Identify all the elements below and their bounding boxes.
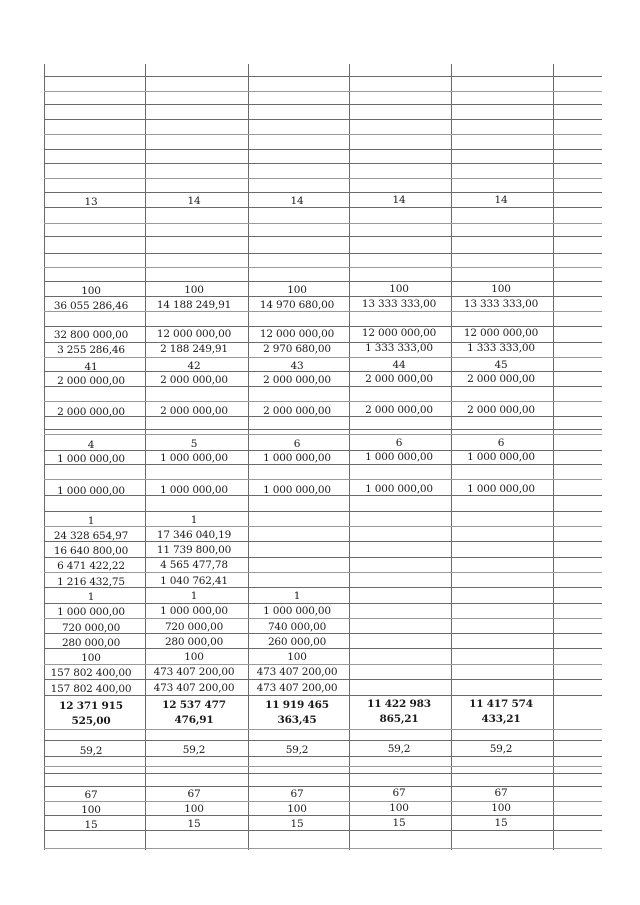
table-cell: 100	[287, 803, 307, 815]
table-cell: 13 333 333,00	[361, 298, 437, 310]
table-cell: 17 346 040,19	[156, 529, 232, 541]
table-cell: 36 055 286,46	[53, 300, 129, 312]
row-divider	[44, 434, 602, 435]
table-cell: 2 000 000,00	[160, 405, 228, 417]
row-divider	[44, 149, 602, 150]
table-cell: 2 000 000,00	[57, 406, 125, 418]
table-cell: 1	[293, 590, 301, 602]
table-cell: 473 407 200,00	[153, 666, 235, 678]
table-cell: 280 000,00	[164, 636, 224, 648]
table-cell: 720 000,00	[61, 622, 121, 634]
table-cell: 4 565 477,78	[160, 559, 228, 571]
table-cell: 2 000 000,00	[467, 373, 535, 385]
table-cell-bold: 476,91	[174, 714, 214, 726]
table-cell: 473 407 200,00	[153, 682, 235, 694]
table-cell: 2 000 000,00	[57, 375, 125, 387]
table-cell: 100	[287, 651, 307, 663]
table-cell: 1 216 432,75	[57, 576, 125, 588]
table-cell: 6	[395, 437, 403, 449]
row-divider	[44, 192, 602, 193]
table-cell: 1 000 000,00	[160, 605, 228, 617]
table-cell: 1 000 000,00	[365, 483, 433, 495]
row-divider	[44, 618, 602, 619]
row-divider	[44, 91, 602, 92]
table-cell: 157 802 400,00	[50, 683, 132, 695]
table-cell: 100	[81, 652, 101, 664]
table-cell: 12 000 000,00	[259, 328, 335, 340]
row-divider	[44, 104, 602, 105]
table-cell: 59,2	[182, 744, 206, 756]
row-divider	[44, 119, 602, 120]
table-cell: 13 333 333,00	[463, 298, 539, 310]
table-cell: 1 000 000,00	[263, 605, 331, 617]
row-divider	[44, 511, 602, 512]
table-cell-bold: 11 417 574	[469, 698, 533, 710]
table-cell: 1 333 333,00	[365, 342, 433, 354]
row-divider	[44, 429, 602, 430]
table-cell: 280 000,00	[61, 637, 121, 649]
table-cell: 67	[494, 787, 508, 799]
row-divider	[44, 695, 602, 696]
table-cell: 14	[187, 195, 201, 207]
table-cell: 100	[81, 285, 101, 297]
row-divider	[44, 223, 602, 224]
table-cell: 41	[84, 361, 98, 373]
row-divider	[44, 603, 602, 604]
row-divider	[44, 679, 602, 680]
table-cell: 12 000 000,00	[361, 327, 437, 339]
table-cell: 1	[190, 514, 198, 526]
table-cell: 2 000 000,00	[467, 404, 535, 416]
table-cell: 2 970 680,00	[263, 343, 331, 355]
table-cell: 720 000,00	[164, 621, 224, 633]
table-cell: 473 407 200,00	[256, 666, 338, 678]
table-cell: 13	[84, 196, 98, 208]
row-divider	[44, 253, 602, 254]
table-cell: 1 000 000,00	[263, 452, 331, 464]
table-cell-bold: 525,00	[71, 715, 111, 727]
table-cell: 59,2	[285, 744, 309, 756]
table-cell: 2 000 000,00	[160, 374, 228, 386]
table-cell: 1 000 000,00	[263, 484, 331, 496]
table-cell: 1	[87, 515, 95, 527]
table-cell: 12 000 000,00	[463, 327, 539, 339]
table-cell: 16 640 800,00	[53, 545, 129, 557]
table-cell: 42	[187, 360, 201, 372]
table-cell: 14 970 680,00	[259, 299, 335, 311]
table-cell: 6	[497, 437, 505, 449]
table-cell: 12 000 000,00	[156, 328, 232, 340]
table-cell: 1 000 000,00	[57, 606, 125, 618]
table-cell: 100	[184, 284, 204, 296]
table-cell: 32 800 000,00	[53, 329, 129, 341]
table-cell: 1 000 000,00	[57, 453, 125, 465]
table-cell: 100	[389, 283, 409, 295]
table-cell: 157 802 400,00	[50, 667, 132, 679]
table-cell: 14	[392, 194, 406, 206]
table-cell: 67	[84, 789, 98, 801]
table-cell: 2 188 249,91	[160, 343, 228, 355]
table-cell: 5	[190, 438, 198, 450]
table-cell-bold: 12 537 477	[162, 699, 226, 711]
table-cell: 3 255 286,46	[57, 344, 125, 356]
table-cell: 2 000 000,00	[365, 404, 433, 416]
row-divider	[44, 740, 602, 741]
table-cell: 14	[494, 194, 508, 206]
table-cell: 1 000 000,00	[467, 451, 535, 463]
table-cell: 6 471 422,22	[57, 560, 125, 572]
table-cell: 67	[187, 788, 201, 800]
table-cell: 14	[290, 195, 304, 207]
table-cell: 100	[389, 802, 409, 814]
table-cell: 1 000 000,00	[160, 484, 228, 496]
table-cell: 59,2	[489, 743, 513, 755]
table-cell-bold: 433,21	[481, 713, 521, 725]
row-divider	[44, 76, 602, 77]
table-cell: 1 000 000,00	[467, 483, 535, 495]
table-cell: 1 040 762,41	[160, 575, 228, 587]
table-cell: 4	[87, 439, 95, 451]
row-divider	[44, 236, 602, 237]
table-cell: 260 000,00	[267, 636, 327, 648]
table-cell: 15	[84, 819, 98, 831]
table-cell: 1	[87, 591, 95, 603]
row-divider	[44, 163, 602, 164]
row-divider	[44, 773, 602, 774]
table-cell: 15	[290, 818, 304, 830]
table-cell: 24 328 654,97	[53, 530, 129, 542]
table-cell: 2 000 000,00	[263, 405, 331, 417]
row-divider	[44, 664, 602, 665]
table-cell: 59,2	[387, 743, 411, 755]
table-cell: 43	[290, 360, 304, 372]
row-divider	[44, 557, 602, 558]
table-cell-bold: 12 371 915	[59, 700, 123, 712]
table-cell-bold: 865,21	[379, 713, 419, 725]
table-cell: 59,2	[79, 745, 103, 757]
row-divider	[44, 479, 602, 480]
table-cell: 473 407 200,00	[256, 682, 338, 694]
row-divider	[44, 267, 602, 268]
table-cell: 100	[287, 284, 307, 296]
table-cell: 1 000 000,00	[160, 452, 228, 464]
table-cell: 15	[187, 818, 201, 830]
table-cell: 1 000 000,00	[57, 485, 125, 497]
table-cell: 1 000 000,00	[365, 451, 433, 463]
row-divider	[44, 281, 602, 282]
table-cell: 14 188 249,91	[156, 299, 232, 311]
row-divider	[44, 357, 602, 358]
row-divider	[44, 134, 602, 135]
table-cell: 100	[491, 283, 511, 295]
table-cell: 100	[81, 804, 101, 816]
table-cell: 67	[290, 788, 304, 800]
table-cell: 6	[293, 438, 301, 450]
row-divider	[44, 401, 602, 402]
row-divider	[44, 848, 602, 849]
table-cell: 100	[184, 803, 204, 815]
row-divider	[44, 178, 602, 179]
table-cell: 1 333 333,00	[467, 342, 535, 354]
table-cell: 1	[190, 590, 198, 602]
table-cell-bold: 11 422 983	[367, 698, 431, 710]
table-cell-bold: 363,45	[277, 714, 317, 726]
row-divider	[44, 729, 602, 730]
table-cell: 100	[184, 651, 204, 663]
table-cell-bold: 11 919 465	[265, 699, 329, 711]
table-cell: 44	[392, 359, 406, 371]
table-cell: 67	[392, 787, 406, 799]
table-cell: 2 000 000,00	[263, 374, 331, 386]
column-divider	[553, 64, 554, 850]
table-cell: 100	[491, 802, 511, 814]
table-cell: 45	[494, 359, 508, 371]
table-cell: 2 000 000,00	[365, 373, 433, 385]
table-cell: 15	[494, 817, 508, 829]
table-cell: 740 000,00	[267, 621, 327, 633]
table-cell: 11 739 800,00	[156, 544, 232, 556]
table-cell: 15	[392, 817, 406, 829]
row-divider	[44, 572, 602, 573]
row-divider	[44, 766, 602, 767]
